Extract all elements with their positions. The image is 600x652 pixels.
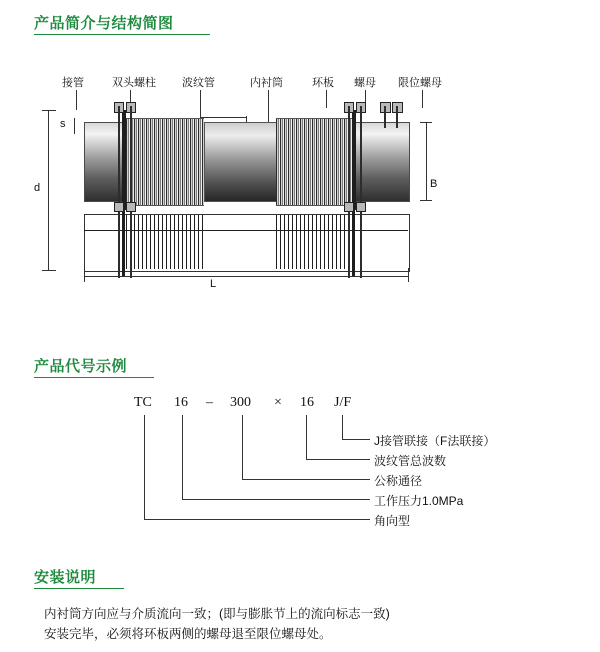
code-leader-v (342, 415, 343, 439)
callout-label-shuangtouluozhu: 双头螺柱 (112, 77, 156, 89)
bellows-left (126, 118, 204, 206)
dimension-label-B: B (430, 178, 438, 190)
lower-tie-rod (348, 208, 350, 278)
tie-rod (360, 106, 362, 210)
section-title-code: 产品代号示例 (34, 358, 128, 375)
tie-rod (118, 106, 120, 210)
code-leader-v (306, 415, 307, 459)
code-token-pressure: 16 (174, 395, 188, 410)
dimension-line-L (84, 276, 408, 277)
lower-tie-rod (118, 208, 120, 278)
dimension-line-B (426, 122, 427, 200)
code-token-tc: TC (134, 395, 152, 410)
section-rule-code (34, 377, 154, 378)
code-token-diameter: 300 (230, 395, 251, 410)
tie-rod (384, 106, 386, 128)
dimension-line-s (74, 118, 75, 134)
lower-bellows-right (276, 215, 354, 269)
code-leader-v (182, 415, 183, 499)
lower-tie-rod (130, 208, 132, 278)
lower-bellows-left (126, 215, 204, 269)
liner-sleeve (204, 122, 278, 202)
dimension-tick (408, 268, 409, 282)
section-rule-intro (34, 34, 210, 35)
lower-tie-rod (360, 208, 362, 278)
ring-plate-left (122, 110, 126, 210)
callout-label-neichentong: 内衬筒 (250, 77, 283, 89)
dimension-label-L: L (210, 278, 217, 290)
tie-rod (396, 106, 398, 128)
code-leader-h (182, 499, 370, 500)
code-desc-diameter: 公称通径 (374, 474, 423, 488)
code-leader-h (242, 479, 370, 480)
lower-ring-plate-right (352, 208, 355, 276)
leader-line (200, 90, 201, 117)
leader-line (76, 90, 77, 110)
dimension-label-d: d (34, 182, 41, 194)
callout-label-xianweiluomu: 限位螺母 (398, 77, 442, 89)
dimension-tick (84, 268, 85, 282)
code-token-connection: J/F (334, 395, 352, 410)
callout-label-bowenguan: 波纹管 (182, 77, 215, 89)
section-rule-install (34, 588, 124, 589)
code-leader-v (242, 415, 243, 479)
callout-label-huanban: 环板 (312, 77, 334, 89)
ring-plate-right (352, 110, 356, 210)
dimension-tick (42, 110, 56, 111)
tie-rod (130, 106, 132, 210)
code-desc-pressure: 工作压力1.0MPa (374, 494, 464, 508)
section-title-install: 安装说明 (34, 569, 97, 586)
install-note-line-1: 内衬筒方向应与介质流向一致；(即与膨胀节上的流向标志一致) (44, 607, 390, 621)
bellows-right (276, 118, 354, 206)
leader-jog (200, 117, 246, 118)
dimension-line-d (48, 110, 49, 270)
tie-rod (348, 106, 350, 210)
dimension-label-s: s (60, 118, 66, 130)
dimension-tick (420, 200, 432, 201)
section-title-intro: 产品简介与结构简图 (34, 15, 174, 32)
code-desc-type: 角向型 (374, 514, 411, 528)
code-leader-h (342, 439, 370, 440)
lower-nut (114, 202, 124, 212)
lower-nut (356, 202, 366, 212)
structure-diagram (34, 62, 566, 292)
callout-label-luomu: 螺母 (354, 77, 376, 89)
lower-nut (126, 202, 136, 212)
code-leader-h (306, 459, 370, 460)
leader-line (422, 90, 423, 108)
pipe-right (354, 122, 410, 202)
leader-line (326, 90, 327, 108)
code-desc-connection: J接管联接（F法联接） (374, 434, 496, 448)
code-token-dash: – (206, 395, 213, 410)
install-note-line-2: 安装完毕，必须将环板两侧的螺母退至限位螺母处。 (44, 627, 332, 641)
callout-label-jieguan: 接管 (62, 77, 84, 89)
code-desc-waves: 波纹管总波数 (374, 454, 447, 468)
code-leader-h (144, 519, 370, 520)
code-leader-v (144, 415, 145, 519)
lower-nut (344, 202, 354, 212)
code-token-waves: 16 (300, 395, 314, 410)
dimension-tick (42, 270, 56, 271)
lower-ring-plate-left (122, 208, 125, 276)
dimension-tick (420, 122, 432, 123)
product-code-diagram (34, 395, 566, 545)
code-token-times: × (274, 395, 282, 410)
